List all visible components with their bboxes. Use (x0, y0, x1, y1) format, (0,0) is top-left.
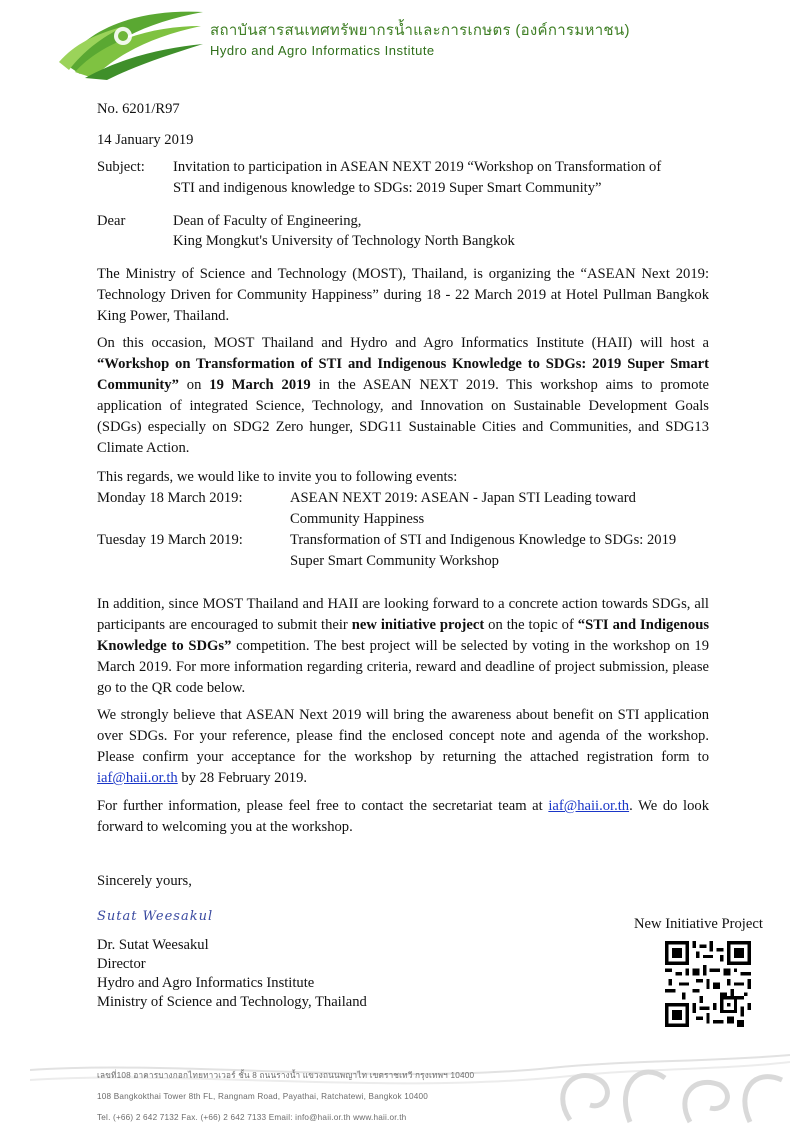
events-intro: This regards, we would like to invite you to following events: (97, 469, 458, 485)
workshop-date-bold: 19 March 2019 (209, 377, 311, 393)
subject-line-2: STI and indigenous knowledge to SDGs: 2019 Super Smart Community” (173, 180, 602, 196)
event-1-title-line-1: ASEAN NEXT 2019: ASEAN - Japan STI Leading toward (290, 490, 636, 506)
recipient-line-1: Dean of Faculty of Engineering, (173, 213, 362, 229)
subject-line-1: Invitation to participation in ASEAN NEXT 2019 “Workshop on Transformation of (173, 159, 662, 175)
paragraph-workshop-text-1: On this occasion, MOST Thailand and Hydro and Agro Informatics Institute (HAII) will host a (97, 335, 709, 351)
paragraph-competition-text-3: competition. The best project will be selected by voting in the workshop on 19 March 2019. For more information regarding criteria, reward and deadline of project submission, please go to the QR code below. (97, 638, 709, 696)
new-initiative-project-bold: new initiative project (351, 617, 485, 633)
event-1-title-line-2: Community Happiness (290, 511, 425, 527)
email-link-registration[interactable]: iaf@haii.or.th (97, 770, 178, 786)
paragraph-competition (97, 594, 709, 699)
signer-name: Dr. Sutat Weesakul (97, 937, 209, 953)
salutation-label: Dear (97, 213, 126, 229)
event-2-title-line-1: Transformation of STI and Indigenous Knowledge to SDGs: 2019 (290, 532, 677, 548)
handwritten-signature: Sutat Weesakul (97, 909, 214, 924)
paragraph-competition-text-1: In addition, since MOST Thailand and HAII are looking forward to a concrete action towards SDGs, all participants are encouraged to submit their (97, 596, 709, 633)
competition-topic-bold: “STI and Indigenous Knowledge to SDGs” (97, 617, 710, 654)
paragraph-confirmation-text-2: by 28 February 2019. (177, 770, 308, 786)
footer-contact: Tel. (+66) 2 642 7132 Fax. (+66) 2 642 7133 Email: info@haii.or.th www.haii.or.th (97, 1113, 407, 1122)
subject-label: Subject: (97, 159, 145, 175)
org-name-english: Hydro and Agro Informatics Institute (210, 43, 435, 58)
workshop-title-bold: “Workshop on Transformation of STI and Indigenous Knowledge to SDGs: 2019 Super Smart Community” (97, 356, 709, 393)
paragraph-workshop (97, 333, 709, 459)
paragraph-confirmation-text-1: We strongly believe that ASEAN Next 2019 will bring the awareness about benefit on STI application over SDGs. For your reference, please find the enclosed concept note and agenda of the workshop. Please confirm your acceptance for the workshop by returning the attached registration form to (97, 707, 709, 765)
org-name-thai: สถาบันสารสนเทศทรัพยากรน้ำและการเกษตร (องค์การมหาชน) (210, 22, 630, 39)
paragraph-competition-text-2: on the topic of (484, 617, 578, 633)
footer-address-english: 108 Bangkokthai Tower 8th FL, Rangnam Road, Payathai, Ratchatewi, Bangkok 10400 (97, 1092, 429, 1101)
signer-ministry: Ministry of Science and Technology, Thailand (97, 994, 367, 1010)
qr-code-label: New Initiative Project (634, 916, 763, 932)
leaf-swoosh-logo-icon (55, 4, 205, 82)
closing: Sincerely yours, (97, 873, 192, 889)
paragraph-contact-text-2: . We do look forward to welcoming you at the workshop. (97, 798, 709, 835)
reference-number: No. 6201/R97 (97, 101, 180, 117)
letter-date: 14 January 2019 (97, 132, 194, 148)
footer-address-thai: เลขที่108 อาคารบางกอกไทยทาวเวอร์ ชั้น 8 ถนนรางน้ำ แขวงถนนพญาไท เขตราชเทวี กรุงเทพฯ 10400 (97, 1071, 475, 1080)
paragraph-workshop-text-2: on (178, 377, 210, 393)
event-1-date: Monday 18 March 2019: (97, 490, 243, 506)
paragraph-intro: The Ministry of Science and Technology (MOST), Thailand, is organizing the “ASEAN Next 2019: Technology Driven for Community Happiness” during 18 - 22 March 2019 at Hotel Pullman Bangkok King Power, Thailand. (97, 266, 709, 324)
recipient-line-2: King Mongkut's University of Technology North Bangkok (173, 233, 515, 249)
event-2-date: Tuesday 19 March 2019: (97, 532, 243, 548)
event-2-title-line-2: Super Smart Community Workshop (290, 553, 499, 569)
signer-organization: Hydro and Agro Informatics Institute (97, 975, 315, 991)
paragraph-workshop-text-3: in the ASEAN NEXT 2019. This workshop aims to promote application of integrated Science, Technology, and Innovation on Sustainable Development Goals (SDGs) especially on SDG2 Zero hunger, SDG11 Sustainable Cities and Communities, and SDG13 Climate Action. (97, 377, 709, 456)
paragraph-contact (97, 796, 709, 838)
email-link-contact[interactable]: iaf@haii.or.th (548, 798, 630, 814)
paragraph-contact-text-1: For further information, please feel free to contact the secretariat team at (97, 798, 549, 814)
paragraph-confirmation (97, 705, 709, 789)
qr-code-icon[interactable] (665, 941, 751, 1027)
signer-title: Director (97, 956, 146, 972)
